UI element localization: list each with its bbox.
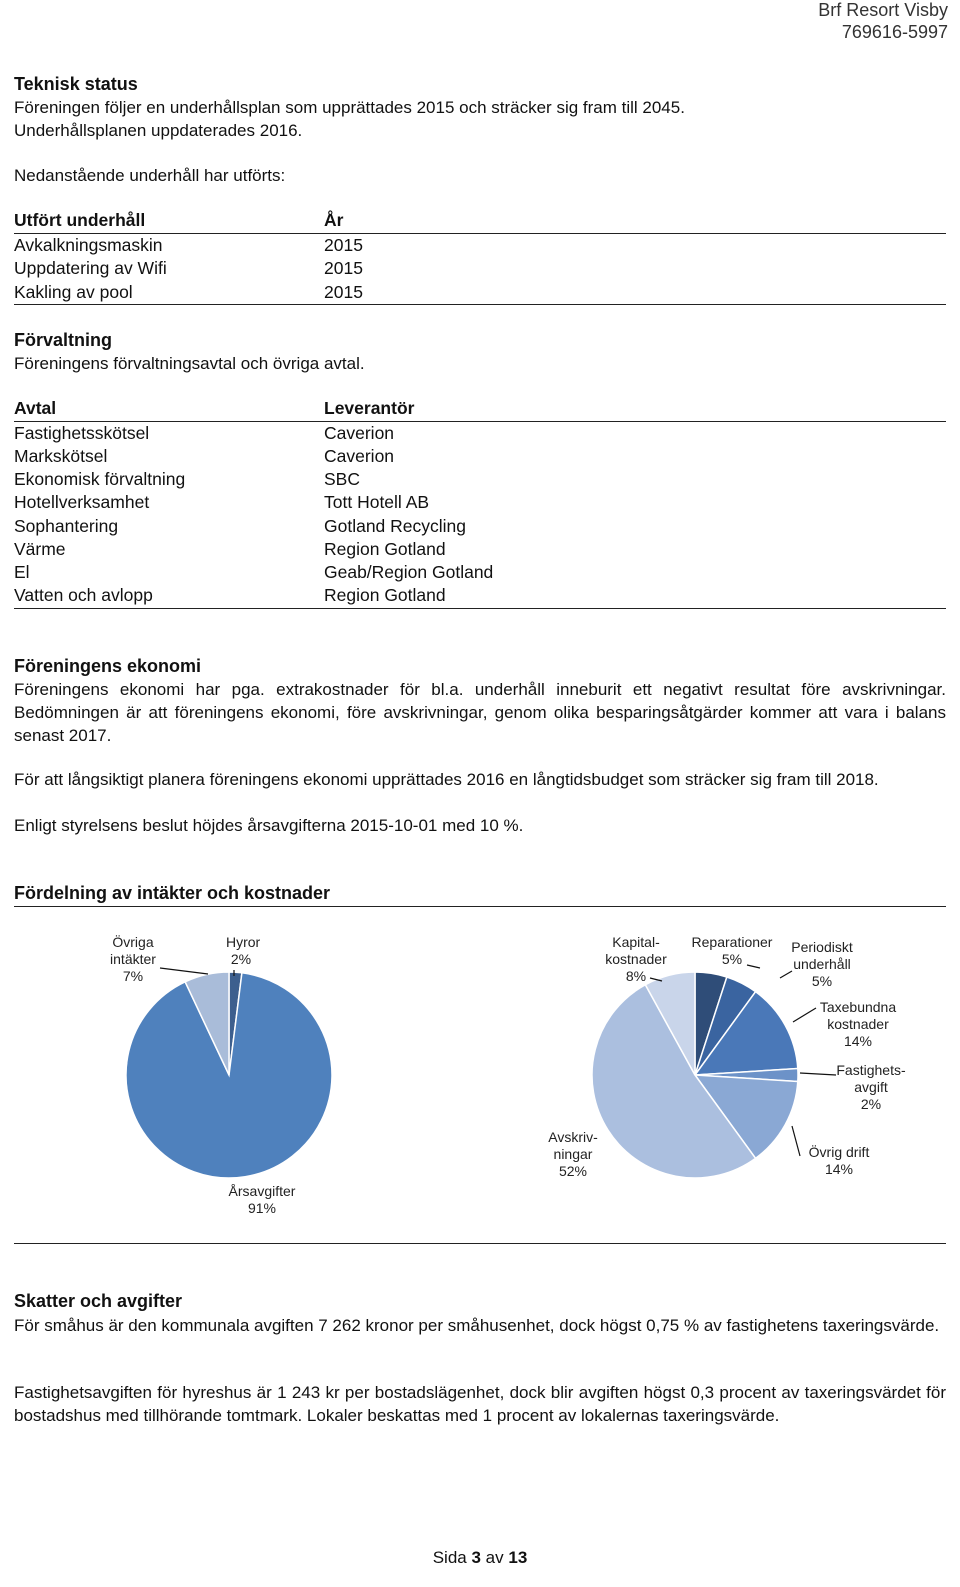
underhall-cell: Avkalkningsmaskin	[14, 235, 163, 255]
fordelning-title: Fördelning av intäkter och kostnader	[14, 883, 331, 903]
teknisk-title: Teknisk status	[14, 74, 138, 94]
footer-prefix: Sida	[432, 1548, 467, 1567]
label-periodiskt	[786, 939, 858, 990]
leader-taxebundna	[793, 1008, 816, 1022]
avtal-cell: Hotellverksamhet	[14, 492, 150, 512]
leader-fastighet	[800, 1073, 836, 1075]
label-text: Taxebundna	[819, 999, 897, 1015]
label-pct: 8%	[625, 968, 647, 984]
underhall-cell: 2015	[324, 235, 363, 255]
table-row	[14, 491, 934, 514]
ekonomi-p2: För att långsiktigt planera föreningens ekonomi upprättades 2016 en långtidsbudget som sträcker sig fram till 2018.	[14, 770, 879, 789]
table-row	[14, 422, 934, 445]
avtal-cell: Sophantering	[14, 516, 119, 536]
underhall-header-col1: Utfört underhåll	[14, 210, 146, 230]
avtal-cell: Region Gotland	[324, 585, 446, 605]
label-pct: 7%	[122, 968, 144, 984]
header-company: Brf Resort Visby	[818, 0, 948, 20]
avtal-header-col2: Leverantör	[324, 398, 415, 418]
label-pct: 5%	[721, 951, 743, 967]
table-row	[14, 515, 934, 538]
label-text: intäkter	[110, 951, 156, 967]
page-footer	[0, 1548, 960, 1568]
label-pct: 52%	[558, 1163, 588, 1179]
avtal-cell: Gotland Recycling	[324, 516, 467, 536]
label-arsavgifter	[220, 1183, 304, 1217]
underhall-header-col2: År	[324, 210, 344, 230]
underhall-bottom-rule	[14, 304, 946, 305]
label-text: Avskriv-	[548, 1129, 598, 1145]
label-fastighet	[834, 1062, 908, 1113]
avtal-cell: El	[14, 562, 30, 582]
header-org-number: 769616-5997	[841, 22, 948, 42]
leader-ovrig	[792, 1126, 800, 1156]
label-ovrig-drift	[804, 1144, 874, 1178]
table-row	[14, 584, 934, 607]
underhall-header-row	[14, 209, 934, 232]
cost-pie	[592, 972, 798, 1178]
income-pie	[126, 972, 332, 1178]
label-text: Övriga	[112, 934, 154, 950]
forvaltning-title: Förvaltning	[14, 330, 112, 350]
avtal-cell: Fastighetsskötsel	[14, 423, 150, 443]
avtal-cell: Tott Hotell AB	[324, 492, 430, 512]
footer-page: 3	[471, 1548, 481, 1567]
label-text: avgift	[854, 1079, 888, 1095]
label-reparationer	[688, 934, 776, 968]
label-pct: 2%	[230, 951, 252, 967]
label-text: kostnader	[605, 951, 667, 967]
label-text: Reparationer	[691, 934, 773, 950]
footer-total: 13	[508, 1548, 528, 1567]
label-pct: 2%	[860, 1096, 882, 1112]
avtal-bottom-rule	[14, 608, 946, 609]
label-avskrivningar	[540, 1129, 606, 1180]
footer-mid: av	[485, 1548, 504, 1567]
label-text: Periodiskt	[791, 939, 853, 955]
label-pct: 14%	[843, 1033, 873, 1049]
teknisk-p3: Nedanstående underhåll har utförts:	[14, 166, 286, 185]
label-pct: 14%	[824, 1161, 854, 1177]
forvaltning-p1: Föreningens förvaltningsavtal och övriga avtal.	[14, 354, 365, 373]
label-text: Fastighets-	[836, 1062, 906, 1078]
skatter-p2: Fastighetsavgiften för hyreshus är 1 243 kr per bostadslägenhet, dock blir avgiften högst 0,3 procent av taxeringsvärdet för bostadshus med tillhörande tomtmark. Lokaler beskattas med 1 procent av lokalernas taxeringsvärde.	[14, 1383, 946, 1425]
label-text: kostnader	[827, 1016, 889, 1032]
label-text: Övrig drift	[808, 1144, 870, 1160]
label-pct: 91%	[247, 1200, 277, 1216]
underhall-cell: Uppdatering av Wifi	[14, 258, 167, 278]
avtal-header-row	[14, 397, 934, 420]
label-taxebundna	[816, 999, 900, 1050]
label-text: underhåll	[793, 956, 851, 972]
avtal-cell: Geab/Region Gotland	[324, 562, 494, 582]
avtal-cell: Vatten och avlopp	[14, 585, 153, 605]
label-pct: 5%	[811, 973, 833, 989]
ekonomi-title: Föreningens ekonomi	[14, 656, 202, 676]
underhall-cell: 2015	[324, 258, 363, 278]
avtal-cell: Caverion	[324, 423, 395, 443]
label-text: Hyror	[226, 934, 261, 950]
avtal-cell: Markskötsel	[14, 446, 108, 466]
avtal-cell: Värme	[14, 539, 66, 559]
avtal-cell: Ekonomisk förvaltning	[14, 469, 186, 489]
label-text: ningar	[553, 1146, 593, 1162]
table-row	[14, 281, 934, 304]
skatter-p1: För småhus är den kommunala avgiften 7 262 kronor per småhusenhet, dock högst 0,75 % av fastighetens taxeringsvärde.	[14, 1316, 940, 1335]
teknisk-p1: Föreningen följer en underhållsplan som upprättades 2015 och sträcker sig fram till 2045.	[14, 98, 685, 117]
label-text: Kapital-	[612, 934, 660, 950]
table-row	[14, 445, 934, 468]
teknisk-p2: Underhållsplanen uppdaterades 2016.	[14, 121, 303, 140]
avtal-header-col1: Avtal	[14, 398, 57, 418]
avtal-cell: Region Gotland	[324, 539, 446, 559]
table-row	[14, 257, 934, 280]
ekonomi-p3: Enligt styrelsens beslut höjdes årsavgifterna 2015-10-01 med 10 %.	[14, 816, 524, 835]
skatter-title: Skatter och avgifter	[14, 1291, 183, 1311]
avtal-cell: SBC	[324, 469, 360, 489]
table-row	[14, 468, 934, 491]
label-hyror	[226, 934, 261, 968]
table-row	[14, 561, 934, 584]
underhall-cell: 2015	[324, 282, 363, 302]
label-ovriga	[100, 934, 166, 985]
ekonomi-p1: Föreningens ekonomi har pga. extrakostnader för bl.a. underhåll inneburit ett negativt resultat före avskrivningar. Bedömningen är att föreningens ekonomi, före avskrivningar, genom olika besparingsåtgärder kommer att vara i balans senast 2017.	[14, 680, 946, 745]
fordelning-bottom-rule	[14, 1243, 946, 1244]
table-row	[14, 234, 934, 257]
table-row	[14, 538, 934, 561]
label-kapital	[600, 934, 672, 985]
avtal-cell: Caverion	[324, 446, 395, 466]
underhall-cell: Kakling av pool	[14, 282, 133, 302]
leader-ovriga	[160, 968, 208, 974]
label-text: Årsavgifter	[228, 1183, 296, 1199]
fordelning-top-rule	[14, 906, 946, 907]
